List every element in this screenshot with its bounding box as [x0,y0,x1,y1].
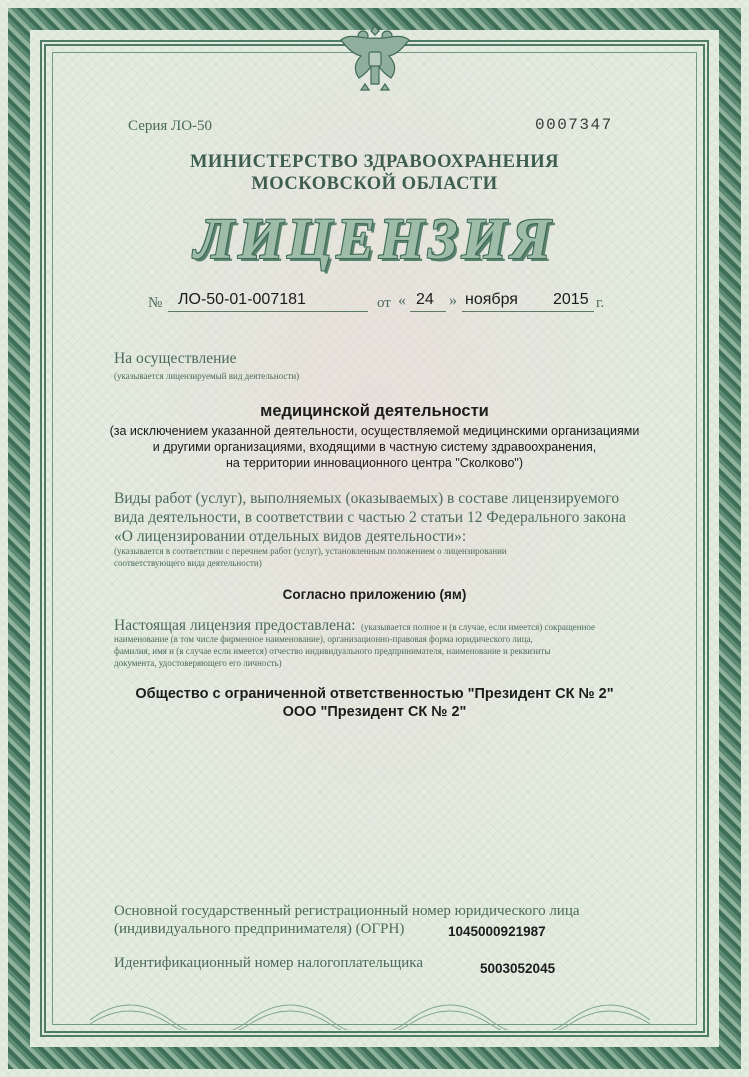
activity-value: медицинской деятельности [260,402,489,420]
number-sign: № [148,295,163,311]
works-text-line: вида деятельности, в соответствии с частью 2 статьи 12 Федерального закона [114,509,626,526]
ogrn-label-line2: (индивидуального предпринимателя) (ОГРН) [114,921,405,937]
decorative-rosette-band [90,990,660,1030]
inn-label: Идентификационный номер налогоплательщика [114,955,424,971]
ogrn-value: 1045000921987 [448,924,546,939]
activity-note-line: (за исключением указанной деятельности, осуществляемой медицинскими организациями [109,424,640,438]
granted-label: Настоящая лицензия предоставлена: [114,617,356,634]
coat-of-arms-emblem [333,20,417,92]
works-hint-line: (указывается в соответствии с перечнем работ (услуг), установленным положением о лицензировании [114,546,507,556]
works-value: Согласно приложению (ям) [282,587,467,602]
activity-note-line: и другими организациями, входящими в частную систему здравоохранения, [152,440,597,454]
ministry-name-line1: МИНИСТЕРСТВО ЗДРАВООХРАНЕНИЯ [189,152,560,172]
granted-hint-line: фамилия, имя и (в случае если имеется) отчество индивидуального предпринимателя, наименование и реквизиты [114,646,551,656]
granted-hint-line: (указывается полное и (в случае, если имеется) сокращенное [361,622,596,632]
date-day: 24 [416,291,434,308]
series-label: Серия ЛО-50 [128,118,213,134]
works-text-line: Виды работ (услуг), выполняемых (оказываемых) в составе лицензируемого [114,490,620,507]
date-month-underline [462,311,594,312]
date-day-underline [410,311,446,312]
quote-close: » [449,292,457,309]
inn-value: 5003052045 [480,961,556,976]
license-number: ЛО-50-01-007181 [178,291,306,308]
document-title: ЛИЦЕНЗИЯ [194,206,555,271]
granted-hint-line: наименование (в том числе фирменное наименование), организационно-правовая форма юридического лица, [114,634,533,644]
organization-full-name: Общество с ограниченной ответственностью "Президент СК № 2" [135,686,614,702]
date-month: ноября [465,291,518,308]
activity-label: На осуществление [114,350,237,367]
license-number-underline [168,311,368,312]
year-suffix: г. [596,295,605,311]
activity-hint: (указывается лицензируемый вид деятельности) [114,371,300,381]
date-prefix: от [377,295,391,311]
works-text-line: «О лицензировании отдельных видов деятельности»: [114,528,467,545]
activity-note-line: на территории инновационного центра "Сколково") [225,456,524,470]
serial-number: 0007347 [535,116,613,134]
date-year: 2015 [553,291,589,308]
granted-hint-line: документа, удостоверяющего его личность) [114,658,282,668]
ogrn-label-line1: Основной государственный регистрационный номер юридического лица [114,903,580,919]
works-hint-line: соответствующего вида деятельности) [114,558,262,568]
quote-open: « [398,292,406,309]
organization-short-name: ООО "Президент СК № 2" [282,704,467,720]
ministry-name-line2: МОСКОВСКОЙ ОБЛАСТИ [251,174,498,194]
